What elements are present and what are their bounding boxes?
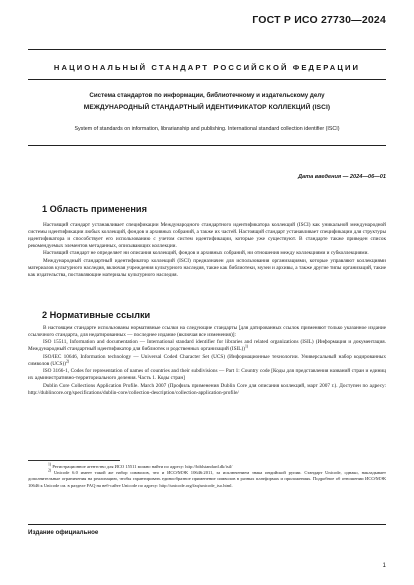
document-title: МЕЖДУНАРОДНЫЙ СТАНДАРТНЫЙ ИДЕНТИФИКАТОР КОЛЛЕКЦИЙ (ISCI) — [83, 104, 331, 111]
national-standard-banner: НАЦИОНАЛЬНЫЙ СТАНДАРТ РОССИЙСКОЙ ФЕДЕРАЦИИ — [53, 63, 361, 72]
title-divider — [28, 145, 386, 146]
paragraph: Настоящий стандарт не определяет ни описания коллекций, фондов и архивных собраний, ни отношения между коллекциями и субколлекциями. — [43, 250, 369, 257]
official-edition-label: Издание официальное — [28, 529, 99, 536]
section-references-body — [28, 325, 386, 397]
document-number: ГОСТ Р ИСО 27730—2024 — [252, 14, 386, 26]
footnote-2 — [28, 470, 386, 489]
standards-system-title: Система стандартов по информации, библиотечному и издательскому делу — [89, 92, 325, 99]
footnote-ref-2: 2) — [65, 359, 70, 364]
english-title: System of standards on information, librarianship and publishing. International standard collection identifier (ISCI) — [74, 126, 340, 132]
footnote-mark: 1) — [48, 462, 52, 467]
footnotes — [28, 464, 386, 489]
paragraph: Международный стандартный идентификатор коллекций (ISCI) предназначен для использования организациями, которые управляют коллекциями материалов культурного наследия, включая учреждения культурного наследия, такие как библиотеки, музеи и архивы, а также другие типы организаций, такие как издательства, поставляющие материалы культурного наследия. — [28, 257, 386, 278]
top-divider — [28, 49, 386, 50]
footnote-text: Регистрационное агентство для ИСО 15511 можно найти по адресу: http://biblstandard.dk/isil/ — [52, 464, 233, 469]
reference-text: ISO/IEC 10646, Information technology — Universal Coded Character Set (UCS) (Информационные технологии. Универсальный набор кодированных символов (UCS)) — [28, 353, 386, 367]
paragraph: Настоящий стандарт устанавливает спецификации Международного стандартного идентификатора коллекций (ISCI) как уникальной международной системы идентификации любых коллекций, фондов и архивных собраний, а также их частей. Настоящий стандарт устанавливает спецификации для структуры идентификатора и способствует его использованию с учетом систем идентификации, которые уже существуют. В стандарте также приведен список рекомендуемых элементов метаданных, описывающих коллекции. — [28, 222, 386, 250]
banner-divider — [28, 79, 386, 80]
footnote-divider — [28, 460, 120, 461]
bottom-divider — [28, 524, 386, 525]
reference-iso-3166-1: ISO 3166-1, Codes for representation of names of countries and their subdivisions — Part 1: Country code [Коды для представления названий стран и единиц их административно-территориального деления. Часть 1. Коды стран] — [28, 368, 386, 382]
section-heading-scope: 1 Область применения — [42, 204, 147, 214]
reference-text: ISO 15511, Information and documentation — International standard identifier for libraries and related organizations (ISIL) (Информация и документация. Международный стандартный идентификатор для библиотек и родственных организаций (ISIL)) — [28, 339, 386, 353]
reference-iso-iec-10646 — [28, 354, 386, 368]
footnote-text: Unicode 6.0 имеет такой же набор символов, что и ИСО/МЭК 10646:2011, за исключением знака индийской рупии. Стандарт Unicode, однако, накладывает дополнительные ограничения на реализацию, чтобы гарантировать единообразное применение символов в разных платформах и приложениях. Подробное об отношении ИСО/МЭК 10646 к Unicode см. в разделе FAQ на веб-сайте Unicode по адресу: http://unicode.org/faq/unicode_iso.html. — [28, 470, 386, 488]
reference-dublin-core: Dublin Core Collections Application Profile. March 2007 (Профиль применения Dublin Core для описания коллекций, март 2007 г.). Доступен по адресу: http://dublincore.org/specifications/dublin-core/collection-description/collection-application-profile/ — [28, 382, 386, 396]
reference-iso-15511 — [28, 339, 386, 353]
page-number: 1 — [382, 562, 386, 569]
section-scope-body — [28, 222, 386, 279]
section-heading-normative-references: 2 Нормативные ссылки — [42, 310, 151, 320]
footnote-ref-1: 1) — [245, 344, 249, 349]
footnote-mark: 2) — [48, 468, 52, 473]
introduction-date: Дата введения — 2024—06—01 — [297, 174, 386, 180]
paragraph: В настоящем стандарте использованы нормативные ссылки на следующие стандарты [для датированных ссылок применяют только указанное издание ссылочного стандарта, для недатированных — последнее издание (включая все изменения)]: — [28, 325, 386, 339]
